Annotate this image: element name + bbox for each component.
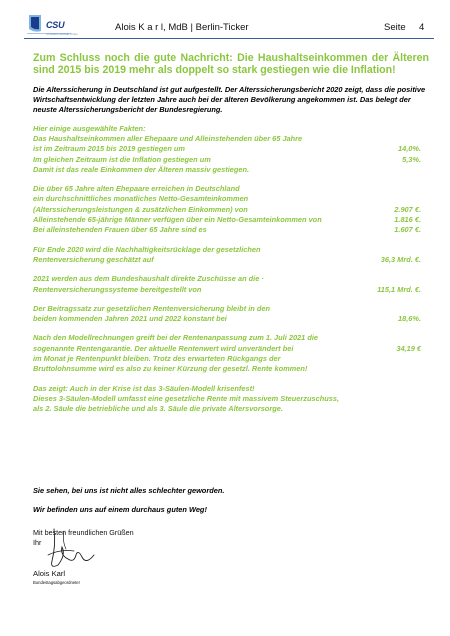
reserve-label: Rentenversicherung geschätzt auf <box>33 254 154 264</box>
signer-role: Bundestagsabgeordneter <box>33 580 81 585</box>
intro-paragraph: Die Alterssicherung in Deutschland ist gut aufgestellt. Der Alterssicherungsbericht 2020 zeigt, dass die positive Wirtschaftsentwicklung der letzten Jahre auch bei der älteren Bevölkerung angekommen ist. Das belegt der neuste Alterssicherungsbericht der Bundesregierung. <box>33 84 426 115</box>
header-divider <box>24 38 434 39</box>
couples-income-value: 2.907 €. <box>394 204 421 214</box>
adjustment-line: Nach den Modellrechnungen greift bei der Rentenanpassung zum 1. Juli 2021 die <box>33 333 319 343</box>
page-label: Seite <box>384 22 406 33</box>
subsidy-value: 115,1 Mrd. €. <box>377 284 421 294</box>
reserve-line: Für Ende 2020 wird die Nachhaltigkeitsrücklage der gesetzlichen <box>33 244 261 254</box>
adjustment-line: im Monat je Rentenpunkt bleiben. Trotz des erwarteten Rückgangs der <box>33 354 281 364</box>
model-line: Das zeigt: Auch in der Krise ist das 3-Säulen-Modell krisenfest! <box>33 383 255 393</box>
men-income-value: 1.816 €. <box>394 215 421 225</box>
page-header <box>0 0 450 42</box>
facts-income-label: ist im Zeitraum 2015 bis 2019 gestiegen um <box>33 144 185 154</box>
men-income-row <box>33 215 429 225</box>
contribution-label: beiden kommenden Jahren 2021 und 2022 konstant bei <box>33 314 227 324</box>
reserve-section <box>33 245 429 266</box>
women-income-label: Bei alleinstehenden Frauen über 65 Jahre sind es <box>33 225 207 235</box>
subsidy-section <box>33 274 429 295</box>
facts-heading: Hier einige ausgewählte Fakten: <box>33 123 146 133</box>
facts-section <box>33 124 429 175</box>
facts-income-row <box>33 144 429 154</box>
header-title: Alois K a r l, MdB | Berlin-Ticker <box>115 22 249 33</box>
contribution-line: Der Beitragssatz zur gesetzlichen Rentenversicherung bleibt in den <box>33 303 270 313</box>
model-line: Dieses 3-Säulen-Modell umfasst eine gesetzliche Rente mit massivem Steuerzuschuss, <box>33 393 340 403</box>
couples-income-row <box>33 205 429 215</box>
adjustment-row <box>33 344 429 354</box>
men-income-label: Alleinstehende 65-jährige Männer verfügen über ein Netto-Gesamteinkommen von <box>33 215 322 225</box>
closing-statement: Wir befinden uns auf einem durchaus guten Weg! <box>33 505 207 514</box>
model-section <box>33 384 429 415</box>
greeting-line: Mit besten freundlichen Grüßen <box>33 528 134 537</box>
net-income-section <box>33 184 429 235</box>
facts-inflation-label: Im gleichen Zeitraum ist die Inflation gestiegen um <box>33 154 211 164</box>
subsidy-label: Rentenversicherungssysteme bereitgestellt von <box>33 284 202 294</box>
main-content <box>33 52 429 415</box>
handwritten-signature <box>40 525 110 575</box>
facts-line: Das Haushaltseinkommen aller Ehepaare und Alleinstehenden über 65 Jahre <box>33 134 303 143</box>
adjustment-line: Bruttolohnsumme wird es also zu keiner Kürzung der gesetzl. Rente kommen! <box>33 364 308 374</box>
contribution-row <box>33 314 429 324</box>
women-income-value: 1.607 €. <box>394 225 421 235</box>
model-line: als 2. Säule die betriebliche und als 3. Säule die private Altersvorsorge. <box>33 404 283 414</box>
facts-inflation-row <box>33 155 429 165</box>
women-income-row <box>33 225 429 235</box>
facts-conclusion: Damit ist das reale Einkommen der Älteren massiv gestiegen. <box>33 164 250 174</box>
subsidy-line: 2021 werden aus dem Bundeshaushalt direkte Zuschüsse an die · <box>33 274 264 284</box>
adjustment-value: 34,19 € <box>396 343 421 353</box>
couples-income-label: (Alterssicherungsleistungen & zusätzlichen Einkommen) von <box>33 204 248 214</box>
contribution-value: 18,6%. <box>397 314 421 324</box>
closing-statement: Sie sehen, bei uns ist nicht alles schlechter geworden. <box>33 486 225 495</box>
net-income-line: Die über 65 Jahre alten Ehepaare erreichen in Deutschland <box>33 184 240 194</box>
signer-name: Alois Karl <box>33 569 66 578</box>
greeting-ihr: Ihr <box>33 537 42 547</box>
adjustment-section <box>33 333 429 374</box>
subsidy-row <box>33 285 429 295</box>
logo-subtext: Christlich-Soziale Union <box>46 32 78 36</box>
contribution-section <box>33 304 429 325</box>
reserve-value: 36,3 Mrd. €. <box>380 254 421 264</box>
page-number: 4 <box>419 22 425 33</box>
facts-inflation-value: 5,3%. <box>402 154 421 164</box>
headline: Zum Schluss noch die gute Nachricht: Die Haushaltseinkommen der Älteren sind 2015 bis 2019 mehr als doppelt so stark gestiegen wie die Inflation! <box>33 52 429 77</box>
logo-wordmark: CSU <box>46 20 65 30</box>
adjustment-label: sogenannte Rentengarantie. Der aktuelle Rentenwert wird unverändert bei <box>33 343 294 353</box>
reserve-row <box>33 255 429 265</box>
net-income-line: ein durchschnittliches monatliches Netto-Gesamteinkommen <box>33 194 249 204</box>
facts-income-value: 14,0%. <box>397 144 421 154</box>
